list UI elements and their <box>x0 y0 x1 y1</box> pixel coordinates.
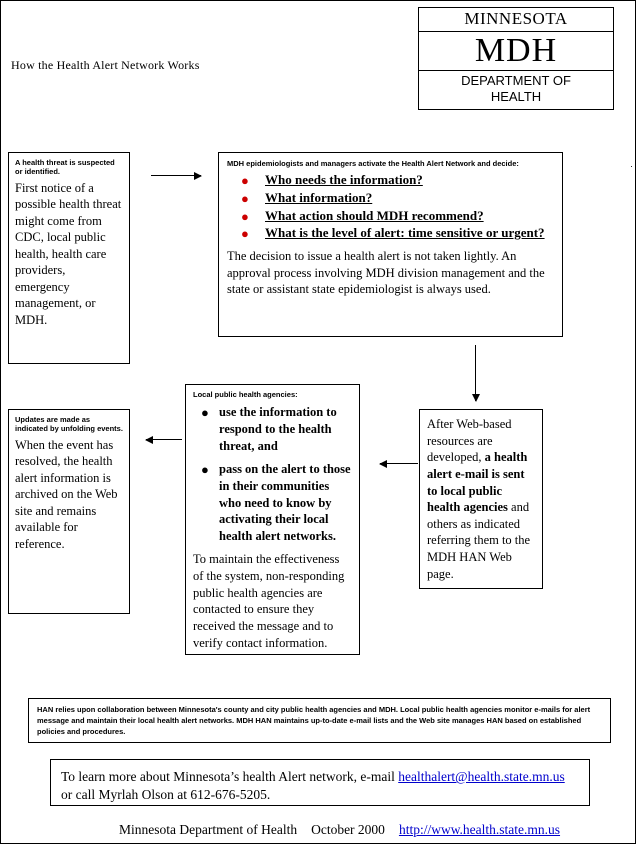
box-health-alert-email <box>419 409 543 589</box>
arrow-local-public-health-to-updates <box>146 439 182 440</box>
box-first-notice-caption: A health threat is suspected or identified. <box>15 158 115 177</box>
box-first-notice <box>8 152 130 364</box>
epi-question-list <box>227 172 554 242</box>
box-lph-tail: To maintain the effectiveness of the system, non-responding public health agencies are contacted to ensure they received the message and to verify contact information. <box>193 552 345 650</box>
bullet-icon: ● <box>241 191 249 206</box>
logo-state-label: MINNESOTA <box>419 8 613 32</box>
bullet-icon: ● <box>241 173 249 189</box>
box-updates-body: When the event has resolved, the health alert information is archived on the Web site and remains available for reference. <box>15 437 118 551</box>
box-email-mid: and others as indicated referring them to the MDH HAN Web page. <box>427 500 531 581</box>
mdh-logo <box>418 7 614 110</box>
box-lph-caption: Local public health agencies: <box>193 390 298 399</box>
epi-question-text: What action should MDH recommend? <box>265 207 484 223</box>
list-item <box>227 172 554 189</box>
learn-more-post: or call Myrlah Olson at 612-676-5205. <box>61 787 271 803</box>
box-epi-caption: MDH epidemiologists and managers activate the Health Alert Network and decide: <box>227 159 519 168</box>
arrow-email-to-local-public-health <box>380 463 418 464</box>
footer-agency: Minnesota Department of Health <box>119 822 298 837</box>
footer-date: October 2000 <box>311 822 385 837</box>
list-item <box>193 404 352 454</box>
logo-department-label <box>419 71 613 110</box>
arrow-epi-to-email <box>475 345 476 401</box>
logo-department-line1: DEPARTMENT OF <box>461 72 571 88</box>
bullet-icon: ● <box>201 405 209 421</box>
box-email-lead: After Web-based resources are developed, <box>427 417 512 465</box>
page-title: How the Health Alert Network Works <box>11 58 200 72</box>
arrow-first-notice-to-epi <box>151 175 201 176</box>
bullet-icon: ● <box>241 226 249 242</box>
list-item <box>227 225 554 242</box>
box-updates-archive <box>8 409 130 614</box>
email-link[interactable]: healthalert@health.state.mn.us <box>398 769 565 784</box>
box-epi-paragraph: The decision to issue a health alert is not taken lightly. An approval process involving MDH division management and the state or assistant state epidemiologist is always used. <box>227 248 545 297</box>
epi-question-text: What is the level of alert: time sensitive or urgent? <box>265 225 545 241</box>
lph-bullet-text: pass on the alert to those in their communities who need to know by activating their local health alert networks. <box>219 462 351 543</box>
list-item <box>193 461 352 544</box>
box-first-notice-body: First notice of a possible health threat might come from CDC, local public health, health care providers, emergency management, or MDH. <box>15 180 122 327</box>
list-item <box>227 190 554 207</box>
note-collaboration-text: HAN relies upon collaboration between Minnesota's county and city public health agencies and MDH. Local public health agencies monitor e-mails for alert message and maintain their local health alert networks. MDH HAN maintains up-to-date e-mail lists and the Web site manages HAN based on established policies and procedures. <box>37 705 591 736</box>
note-learn-more-text <box>61 768 579 804</box>
footer-url-link[interactable]: http://www.health.state.mn.us <box>398 822 561 837</box>
bullet-icon: ● <box>201 462 209 478</box>
bullet-icon: ● <box>241 208 249 224</box>
box-local-public-health <box>185 384 360 655</box>
footer <box>119 822 560 838</box>
logo-acronym: MDH <box>419 32 613 71</box>
learn-more-pre: To learn more about Minnesota’s health Alert network, e-mail <box>61 769 399 784</box>
logo-department-line2: HEALTH <box>490 88 542 104</box>
epi-question-text: Who needs the information? <box>265 172 423 188</box>
box-email-bold: a health alert e-mail is sent to local public health agencies <box>427 450 528 515</box>
note-learn-more <box>50 759 590 806</box>
lph-bullet-list <box>193 404 352 544</box>
note-collaboration <box>28 698 611 743</box>
box-updates-caption: Updates are made as indicated by unfolding events. <box>15 415 123 434</box>
list-item <box>227 208 554 225</box>
lph-bullet-text: use the information to respond to the health threat, and <box>219 405 337 453</box>
epi-question-text: What information? <box>265 190 373 205</box>
box-mdh-epidemiologists <box>218 152 563 337</box>
page-tick-mark: · <box>630 161 633 171</box>
box-email-text <box>427 416 535 582</box>
